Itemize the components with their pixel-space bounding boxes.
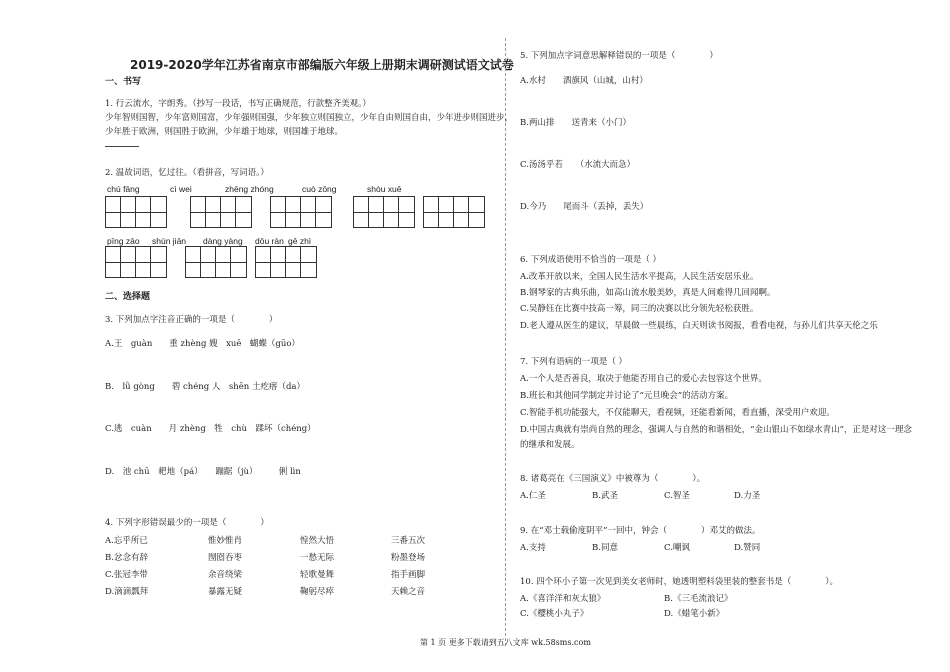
q10-options-row2[interactable]	[520, 607, 724, 622]
q4-word: 一愁无际	[300, 553, 335, 563]
q4-word: 惟妙惟肖	[208, 536, 243, 546]
q8-option[interactable]: D.力圣	[734, 491, 761, 501]
q4-stem: 4. 下列字形错误最少的一项是（ ）	[105, 518, 269, 528]
q4-word: 鞠躬尽瘁	[300, 587, 335, 597]
q4-row-d[interactable]	[105, 585, 425, 600]
q8-option[interactable]: C.智圣	[664, 491, 690, 501]
q7-option-c[interactable]: C.智能手机功能强大，不仅能聊天，看视频，还能看新闻，看直播，深受用户欢迎。	[520, 408, 835, 418]
writing-grid[interactable]	[353, 196, 415, 228]
q5-option-b[interactable]: B.两山排 送青来（小门）	[520, 118, 631, 128]
pinyin-4: cuò zōng	[302, 184, 337, 194]
q4-word: 惶然大悟	[300, 536, 335, 546]
pinyin-7: shùn jiān	[152, 236, 187, 246]
q4-word: 三番五次	[391, 536, 426, 546]
q5-stem: 5. 下列加点字词意思解释错误的一项是（ ）	[520, 51, 718, 61]
page-footer: 第 1 页 更多下载请到五八文库 wk.58sms.com	[420, 638, 591, 647]
q4-word: 粉墨登场	[391, 553, 426, 563]
exam-title: 2019-2020学年江苏省南京市部编版六年级上册期末调研测试语文试卷	[130, 58, 514, 72]
right-column	[520, 0, 912, 672]
q3-option-a[interactable]: A.王 guàn 重 zhèng 嫂 xuē 蝴蝶（gūo）	[105, 339, 300, 349]
q4-word: 指手画脚	[391, 570, 426, 580]
q10-option[interactable]: B.《三毛流浪记》	[664, 594, 733, 604]
q4-row-b[interactable]	[105, 551, 425, 566]
q3-stem: 3. 下列加点字注音正确的一项是（ ）	[105, 315, 278, 325]
q1-line2: 少年胜于欧洲，则国胜于欧洲，少年雄于地球，则国雄于地球。	[105, 127, 344, 137]
q3-option-d[interactable]: D. 池 chū 耙地（pá） 蹦踞（jù） 俐 lìn	[105, 467, 301, 477]
q4-word: 天赖之音	[391, 587, 426, 597]
writing-grid[interactable]	[255, 246, 317, 278]
q6-option-b[interactable]: B.钢琴家的古典乐曲，如高山流水般美妙，真是人间难得几回闻啊。	[520, 288, 776, 298]
q10-options-row1[interactable]	[520, 592, 732, 607]
q5-option-d[interactable]: D.今乃 尾而斗（丢掉，丢失）	[520, 202, 649, 212]
section-writing: 一、书写	[105, 77, 142, 87]
q8-option[interactable]: B.武圣	[592, 491, 618, 501]
q4-word: D.滴滴瓢拜	[105, 587, 149, 597]
column-divider	[505, 38, 506, 646]
q3-option-c[interactable]: C.逃 cuàn 月 zhèng 牲 chù 蹂坏（chéng）	[105, 424, 316, 434]
q10-stem: 10. 四个环小子第一次见到美女老师时，她透明塑料袋里装的整套书是（ ）。	[520, 577, 838, 587]
q4-word: 轻歌曼舞	[300, 570, 335, 580]
writing-grid[interactable]	[270, 196, 332, 228]
pinyin-3: zhēng zhóng	[225, 184, 274, 194]
q7-stem: 7. 下列有语病的一项是（ ）	[520, 357, 628, 367]
q2-stem: 2. 温故词语，忆过往。（看拼音，写词语。）	[105, 168, 269, 178]
q8-options[interactable]	[520, 489, 760, 504]
q4-row-a[interactable]	[105, 534, 425, 549]
answer-line	[105, 146, 139, 147]
q6-option-d[interactable]: D.老人遵从医生的建议，早晨做一些晨练，白天则读书阅报，看看电视，与孙儿们共享天伦之乐	[520, 321, 878, 331]
q4-word: C.张冠李带	[105, 570, 148, 580]
pinyin-5: shòu xuē	[367, 184, 402, 194]
q9-option[interactable]: D.赞同	[734, 543, 761, 553]
writing-grid[interactable]	[190, 196, 252, 228]
pinyin-6: pīng zāo	[107, 236, 140, 246]
q1-line1: 少年智则国智，少年富则国富，少年强则国强，少年独立则国独立，少年自由则国自由，少年进步则国进步，	[105, 113, 514, 123]
writing-grid[interactable]	[105, 246, 167, 278]
q5-option-a[interactable]: A.水村 酒旗风（山城，山村）	[520, 76, 648, 86]
q4-word: 暴露无疑	[208, 587, 243, 597]
q9-options[interactable]	[520, 541, 760, 556]
q6-stem: 6. 下列成语使用不恰当的一项是（ ）	[520, 255, 662, 265]
pinyin-8: dàng yàng	[203, 236, 243, 246]
q10-option[interactable]: C.《樱桃小丸子》	[520, 609, 589, 619]
q7-option-d-cont: 的继承和发展。	[520, 440, 580, 450]
q7-option-a[interactable]: A.一个人是否善良，取决于他能否用自己的爱心去包容这个世界。	[520, 374, 767, 384]
section-choice: 二、选择题	[105, 292, 151, 302]
pinyin-2: cì wei	[170, 184, 192, 194]
q4-word: A.忘乎所已	[105, 536, 148, 546]
q9-option[interactable]: C.嘲讽	[664, 543, 690, 553]
q3-option-b[interactable]: B. lǜ gòng 碧 chéng 人 shēn 土疙瘩（da）	[105, 382, 305, 392]
q1-stem: 1. 行云流水，字朗秀。（抄写一段话，书写正确规范，行款整齐美观。）	[105, 99, 371, 109]
q8-stem: 8. 诸葛亮在《三国演义》中被尊为（ ）。	[520, 474, 706, 484]
pinyin-9: dōu ràn	[255, 236, 284, 246]
q4-word: 囫囵吞枣	[208, 553, 243, 563]
q9-option[interactable]: A.支持	[520, 543, 546, 553]
writing-grid[interactable]	[105, 196, 167, 228]
writing-grid[interactable]	[423, 196, 485, 228]
q9-option[interactable]: B.同意	[592, 543, 618, 553]
q4-word: 余音绕梁	[208, 570, 243, 580]
pinyin-1: chú fāng	[107, 184, 140, 194]
writing-grid[interactable]	[185, 246, 247, 278]
q6-option-c[interactable]: C.吴静钰在比赛中技高一筹，同三的决赛以比分领先轻松获胜。	[520, 304, 759, 314]
q10-option[interactable]: D.《蜡笔小新》	[664, 609, 725, 619]
q7-option-b[interactable]: B.班长和其他同学制定并讨论了“元旦晚会”的活动方案。	[520, 391, 734, 401]
q8-option[interactable]: A.仁圣	[520, 491, 546, 501]
q5-option-c[interactable]: C.汤汤乎若 （水流大而急）	[520, 160, 636, 170]
q7-option-d[interactable]: D.中国古典就有崇尚自然的理念，强调人与自然的和谐相处，“金山银山不如绿水青山”，正是对这一理念	[520, 425, 912, 435]
q4-word: B.忿念有辞	[105, 553, 148, 563]
q10-option[interactable]: A.《喜洋洋和灰太狼》	[520, 594, 606, 604]
q9-stem: 9. 在“邓士载偷度阴平”一回中，钟会（ ）邓艾的做法。	[520, 526, 761, 536]
pinyin-10: gē zhì	[288, 236, 312, 246]
q4-row-c[interactable]	[105, 568, 425, 583]
q6-option-a[interactable]: A.改革开放以来，全国人民生活水平提高，人民生活安居乐业。	[520, 272, 759, 282]
